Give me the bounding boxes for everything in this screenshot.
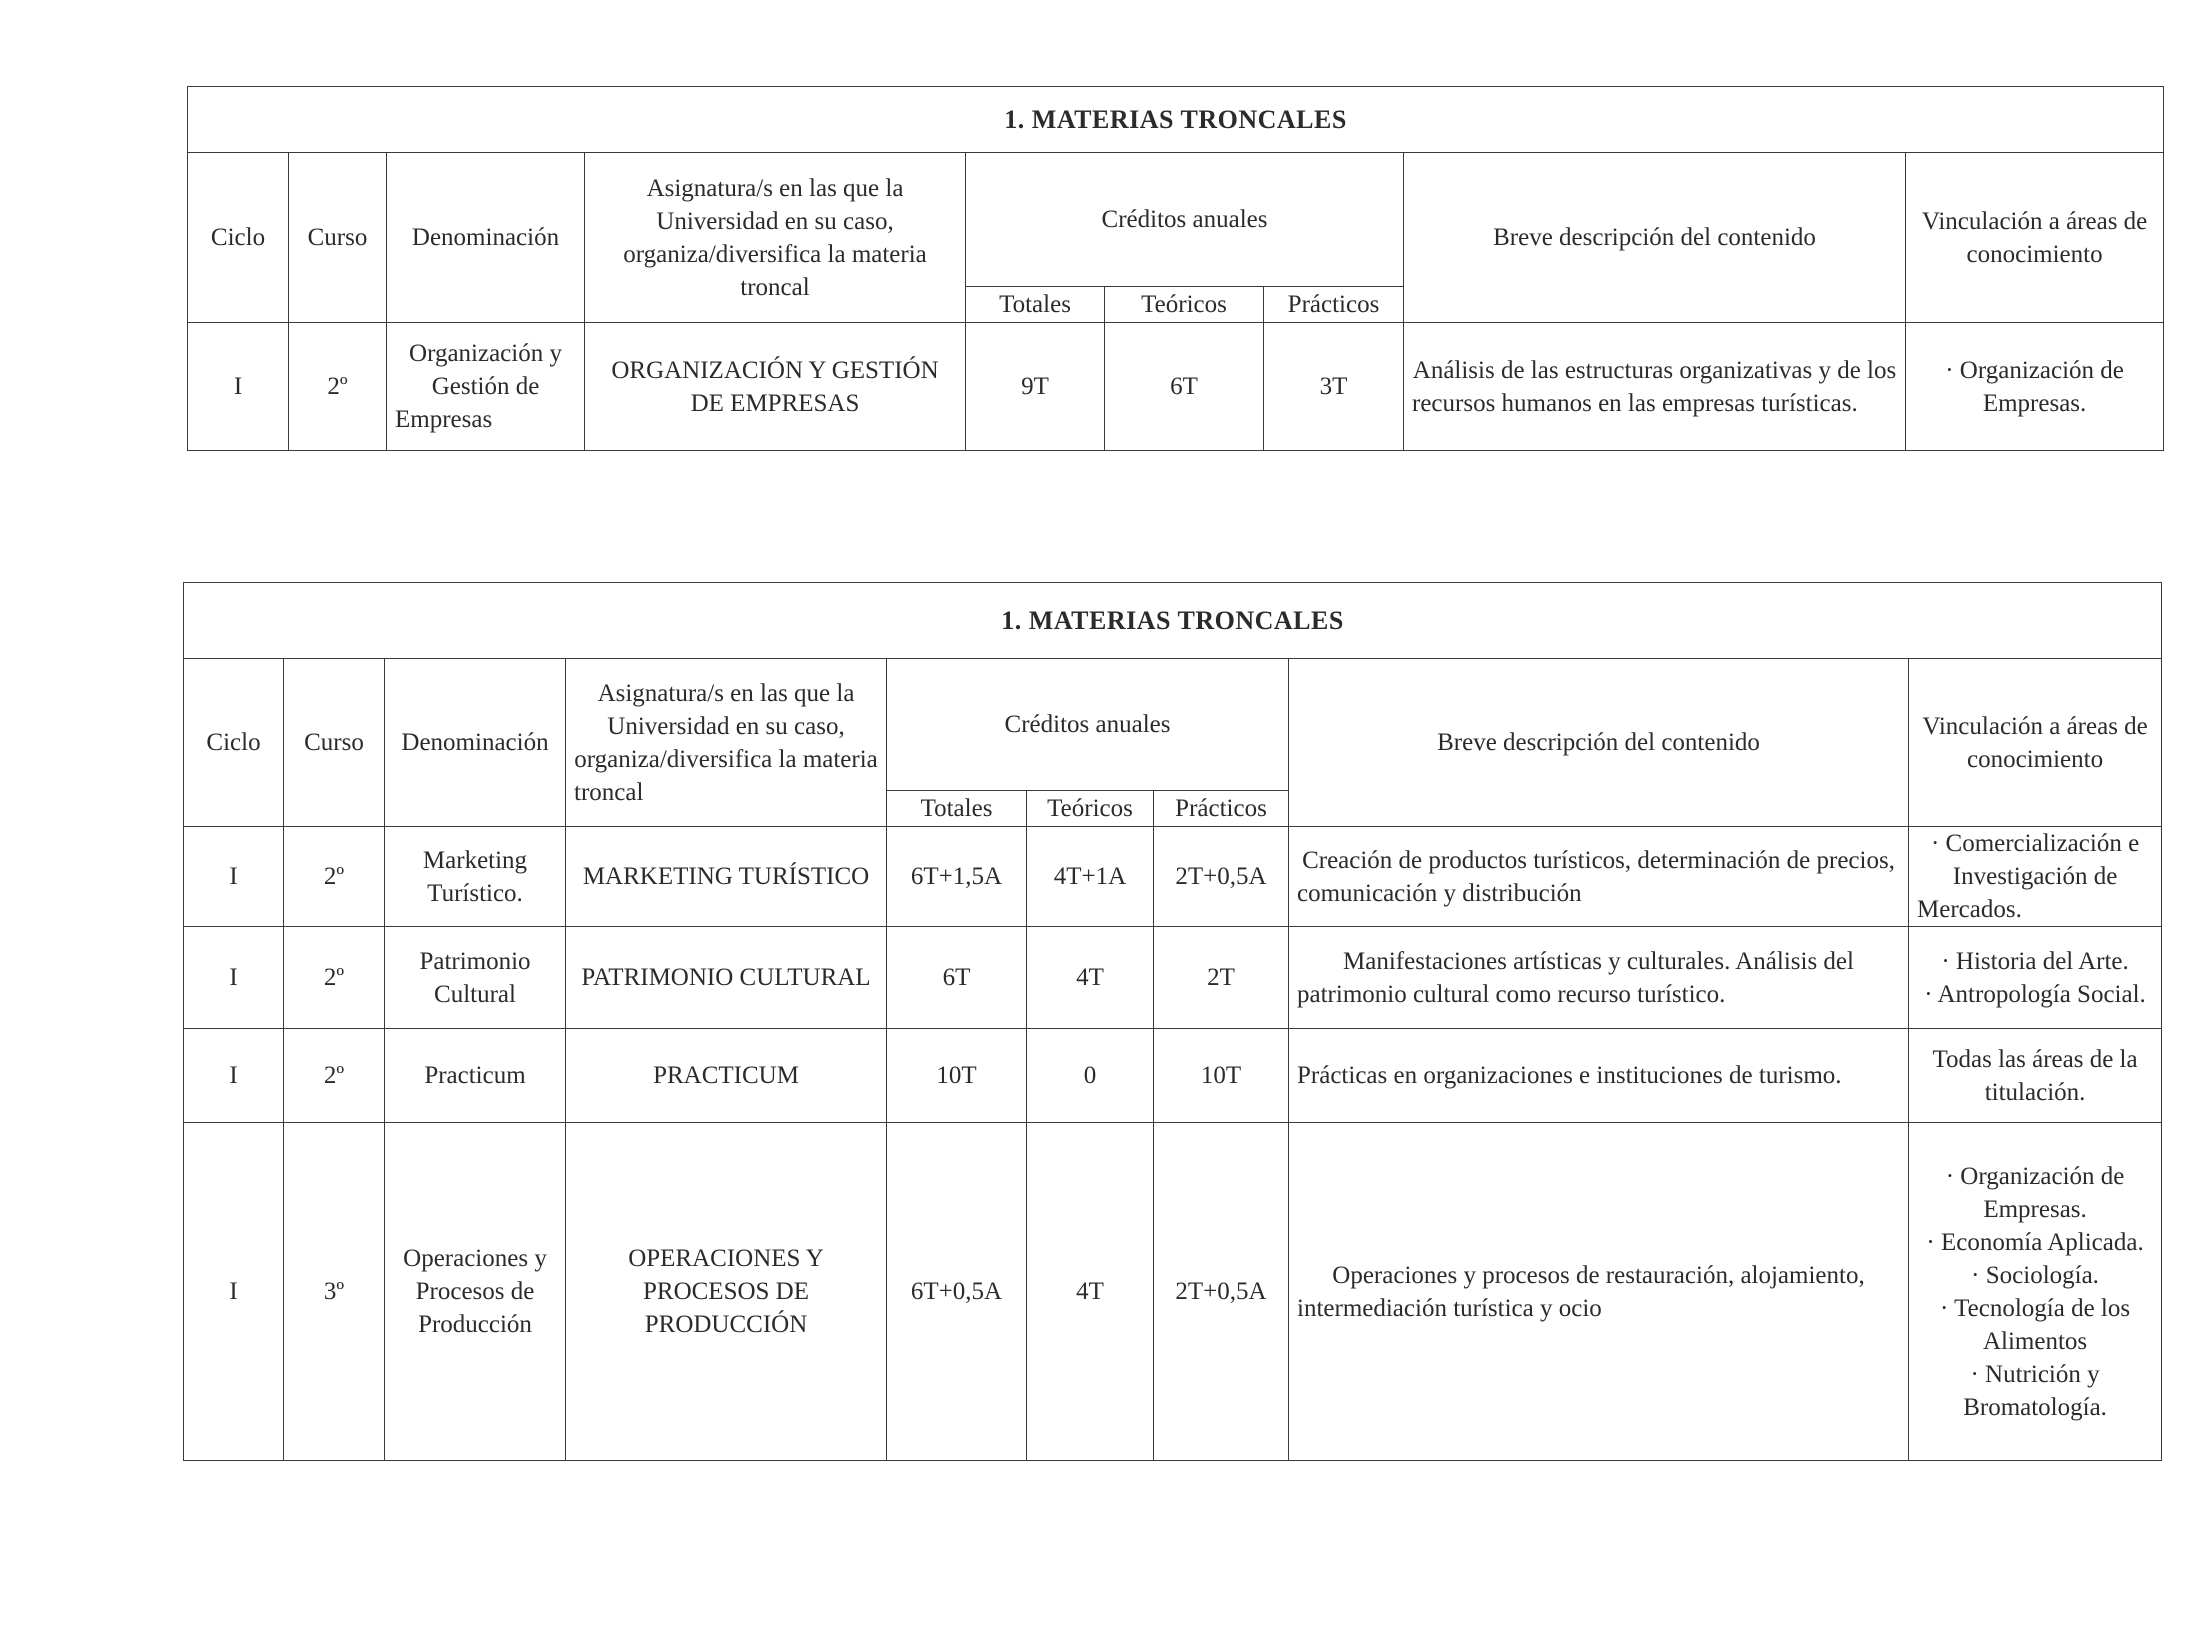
cell-descripcion: Prácticas en organizaciones e instituciones de turismo.	[1289, 1029, 1909, 1123]
header-practicos: Prácticos	[1154, 791, 1289, 827]
header-denominacion: Denominación	[385, 659, 566, 827]
cell-practicos: 2T+0,5A	[1154, 1123, 1289, 1461]
cell-teoricos: 4T	[1027, 1123, 1154, 1461]
table-row	[188, 323, 2164, 451]
header-descripcion: Breve descripción del contenido	[1289, 659, 1909, 827]
cell-asignatura: MARKETING TURÍSTICO	[566, 827, 887, 927]
cell-descripcion: Operaciones y procesos de restauración, alojamiento, intermediación turística y ocio	[1289, 1123, 1909, 1461]
header-ciclo: Ciclo	[184, 659, 284, 827]
cell-teoricos: 4T	[1027, 927, 1154, 1029]
cell-vinculacion: · Organización de Empresas.	[1906, 323, 2164, 451]
table-row	[184, 1123, 2162, 1461]
cell-denominacion: Operaciones y Procesos de Producción	[385, 1123, 566, 1461]
table-row	[184, 827, 2162, 927]
header-practicos: Prácticos	[1264, 287, 1404, 323]
cell-asignatura: ORGANIZACIÓN Y GESTIÓN DE EMPRESAS	[585, 323, 966, 451]
cell-ciclo: I	[184, 1029, 284, 1123]
cell-descripcion: Manifestaciones artísticas y culturales. Análisis del patrimonio cultural como recurso turístico.	[1289, 927, 1909, 1029]
header-totales: Totales	[887, 791, 1027, 827]
table-row	[184, 927, 2162, 1029]
cell-asignatura: PATRIMONIO CULTURAL	[566, 927, 887, 1029]
cell-totales: 6T+1,5A	[887, 827, 1027, 927]
table-title: 1. MATERIAS TRONCALES	[184, 583, 2162, 659]
cell-asignatura: OPERACIONES Y PROCESOS DE PRODUCCIÓN	[566, 1123, 887, 1461]
header-totales: Totales	[966, 287, 1105, 323]
vinculacion-list: · Historia del Arte. · Antropología Social.	[1924, 947, 2146, 1008]
cell-practicos: 2T	[1154, 927, 1289, 1029]
header-ciclo: Ciclo	[188, 153, 289, 323]
header-curso: Curso	[289, 153, 387, 323]
cell-practicos: 2T+0,5A	[1154, 827, 1289, 927]
cell-descripcion: Creación de productos turísticos, determinación de precios, comunicación y distribución	[1289, 827, 1909, 927]
header-vinculacion: Vinculación a áreas de conocimiento	[1906, 153, 2164, 323]
cell-curso: 2º	[284, 827, 385, 927]
cell-denominacion: Organización y Gestión de Empresas	[387, 323, 585, 451]
cell-totales: 9T	[966, 323, 1105, 451]
materias-troncales-table-1	[187, 86, 2164, 451]
header-curso: Curso	[284, 659, 385, 827]
header-creditos-anuales: Créditos anuales	[887, 659, 1289, 791]
cell-denominacion: Practicum	[385, 1029, 566, 1123]
cell-totales: 6T+0,5A	[887, 1123, 1027, 1461]
cell-curso: 3º	[284, 1123, 385, 1461]
cell-totales: 6T	[887, 927, 1027, 1029]
header-vinculacion: Vinculación a áreas de conocimiento	[1909, 659, 2162, 827]
header-creditos-anuales: Créditos anuales	[966, 153, 1404, 287]
cell-practicos: 10T	[1154, 1029, 1289, 1123]
cell-teoricos: 0	[1027, 1029, 1154, 1123]
header-asignaturas: Asignatura/s en las que la Universidad en su caso, organiza/diversifica la materia troncal	[566, 659, 887, 827]
vinculacion-list: · Organización de Empresas. · Economía Aplicada. · Sociología. · Tecnología de los Alimentos · Nutrición y Bromatología.	[1926, 1162, 2144, 1421]
header-asignaturas: Asignatura/s en las que la Universidad en su caso, organiza/diversifica la materia troncal	[585, 153, 966, 323]
cell-teoricos: 6T	[1105, 323, 1264, 451]
header-denominacion: Denominación	[387, 153, 585, 323]
cell-teoricos: 4T+1A	[1027, 827, 1154, 927]
cell-curso: 2º	[284, 927, 385, 1029]
cell-ciclo: I	[188, 323, 289, 451]
cell-curso: 2º	[289, 323, 387, 451]
cell-denominacion: Marketing Turístico.	[385, 827, 566, 927]
cell-ciclo: I	[184, 827, 284, 927]
cell-ciclo: I	[184, 1123, 284, 1461]
cell-practicos: 3T	[1264, 323, 1404, 451]
header-descripcion: Breve descripción del contenido	[1404, 153, 1906, 323]
materias-troncales-table-2	[183, 582, 2162, 1461]
header-teoricos: Teóricos	[1027, 791, 1154, 827]
cell-vinculacion: Todas las áreas de la titulación.	[1909, 1029, 2162, 1123]
cell-ciclo: I	[184, 927, 284, 1029]
cell-denominacion: Patrimonio Cultural	[385, 927, 566, 1029]
cell-totales: 10T	[887, 1029, 1027, 1123]
cell-vinculacion: · Comercialización e Investigación de Mercados.	[1909, 827, 2162, 927]
cell-descripcion: Análisis de las estructuras organizativas y de los recursos humanos en las empresas turísticas.	[1404, 323, 1906, 451]
cell-vinculacion	[1909, 1123, 2162, 1461]
table-row	[184, 1029, 2162, 1123]
table-title: 1. MATERIAS TRONCALES	[188, 87, 2164, 153]
cell-vinculacion	[1909, 927, 2162, 1029]
cell-asignatura: PRACTICUM	[566, 1029, 887, 1123]
header-teoricos: Teóricos	[1105, 287, 1264, 323]
cell-curso: 2º	[284, 1029, 385, 1123]
